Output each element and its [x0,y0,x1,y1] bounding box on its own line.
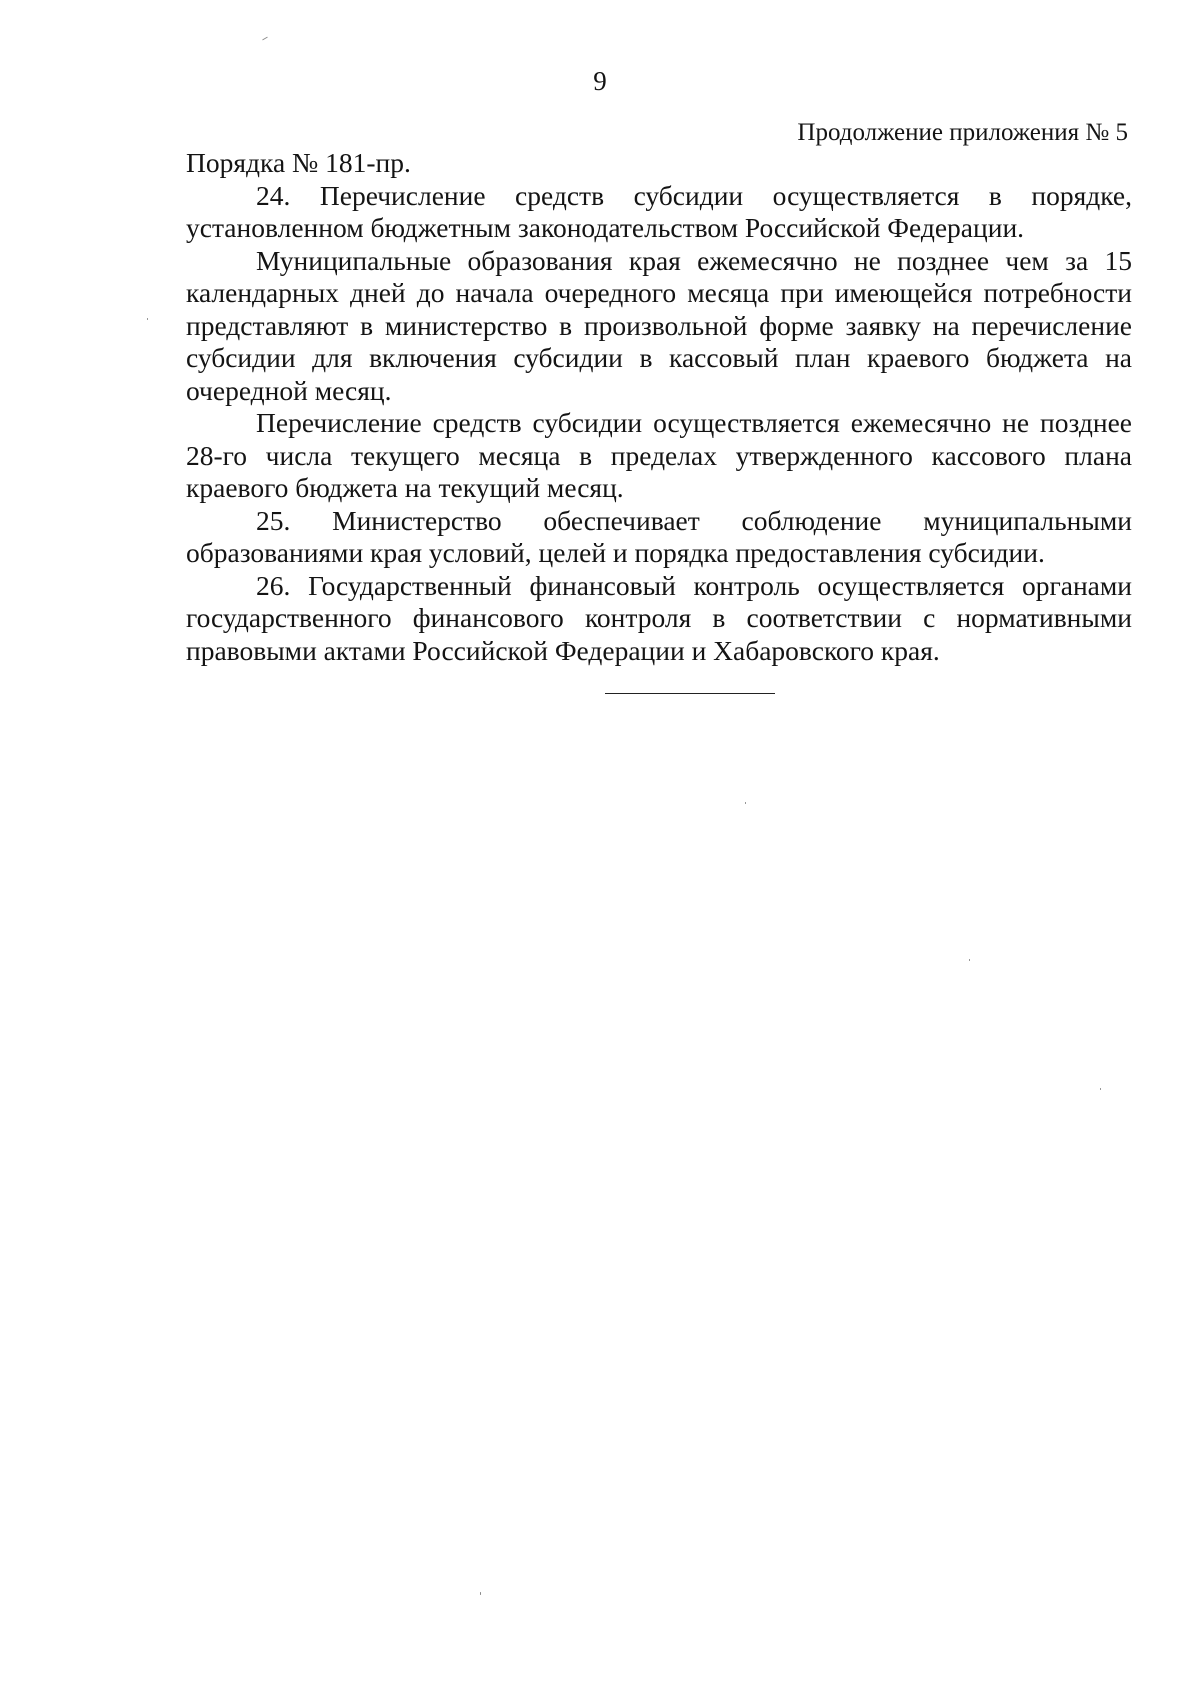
scan-speck [745,802,746,804]
paragraph-item-25: 25. Министерство обеспечивает соблюдение муниципальными образованиями края условий, целей и порядка предоставления субсидии. [186,504,1132,568]
scan-speck [1100,1088,1101,1090]
appendix-continuation-header: Продолжение приложения № 5 [797,119,1128,146]
paragraph-item-24: 24. Перечисление средств субсидии осуществляется в порядке, установленном бюджетным законодательством Российской Федерации. [186,179,1132,243]
paragraph-application-deadline: Муниципальные образования края ежемесячно не позднее чем за 15 календарных дней до начала очередного месяца при имеющейся потребности представляют в министерство в произвольной форме заявку на перечисление субсидии для включения субсидии в кассовый план краевого бюджета на очередной месяц. [186,244,1132,406]
scan-speck [262,37,268,41]
scan-speck [480,1592,481,1595]
document-body [186,147,1132,667]
scan-speck [969,959,970,961]
page-number: 9 [593,66,607,96]
paragraph-item-26: 26. Государственный финансовый контроль осуществляется органами государственного финансового контроля в соответствии с нормативными правовыми актами Российской Федерации и Хабаровского края. [186,569,1132,666]
paragraph-monthly-transfer: Перечисление средств субсидии осуществляется ежемесячно не позднее 28-го числа текущего месяца в пределах утвержденного кассового плана краевого бюджета на текущий месяц. [186,407,1132,503]
end-of-text-rule [605,693,775,694]
paragraph-order-reference: Порядка № 181-пр. [186,147,411,178]
scan-speck [147,318,148,320]
